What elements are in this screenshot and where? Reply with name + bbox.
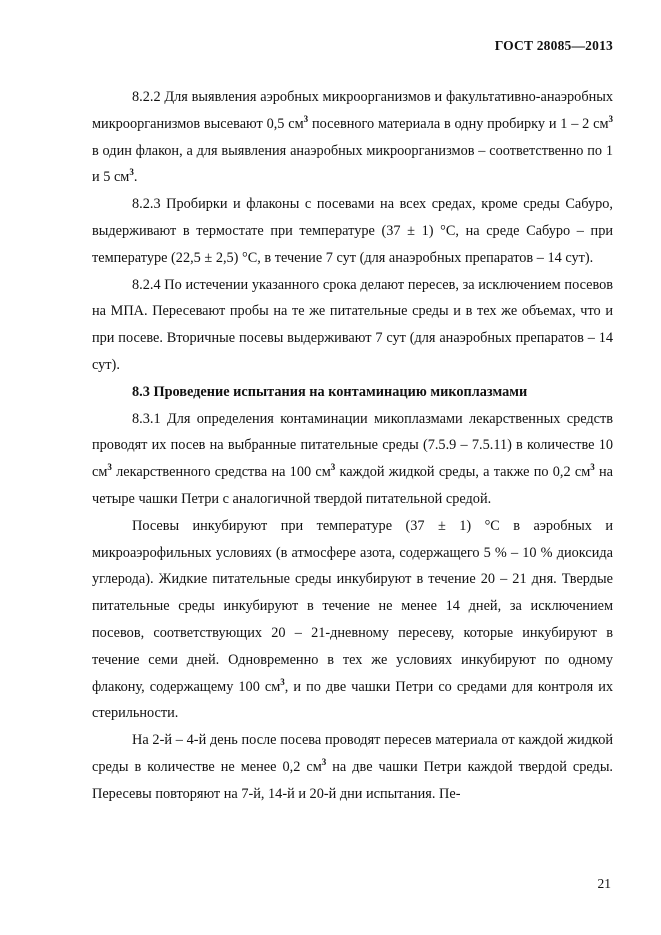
superscript-exponent: 3 xyxy=(590,462,595,473)
superscript-exponent: 3 xyxy=(280,676,285,687)
superscript-exponent: 3 xyxy=(608,114,614,125)
paragraph-text: , и по две чашки Петри со средами для контроля их стерильности. xyxy=(92,678,613,722)
paragraph-text: каждой жидкой среды, а также по 0,2 см xyxy=(335,464,591,481)
paragraph-text: 8.2.2 Для выявления аэробных микроорганизмов и факультативно-анаэробных микроорганизмов высевают 0,5 см xyxy=(92,89,613,132)
paragraph-text: на две чашки Петри каждой твердой среды. Пересевы повторяют на 7-й, 14-й и 20-й дни испытания. Пе- xyxy=(92,758,613,802)
superscript-exponent: 3 xyxy=(303,114,309,125)
superscript-exponent: 3 xyxy=(330,462,336,473)
paragraph-text: в один флакон, а для выявления анаэробных микроорганизмов – соответственно по 1 и 5 см xyxy=(92,142,613,186)
paragraph-text: 8.2.4 По истечении указанного срока делают пересев, за исключением посевов на МПА. Пересевают пробы на те же питательные среды и в тех же объемах, что и при посеве. Вторичные посевы выдерживают 7 сут (для анаэробных препаратов – 14 сут). xyxy=(92,276,613,373)
paragraph-text: . xyxy=(133,169,138,186)
paragraph xyxy=(92,84,613,191)
superscript-exponent: 3 xyxy=(107,462,112,473)
superscript-exponent: 3 xyxy=(321,757,327,768)
paragraph xyxy=(92,191,613,271)
paragraph-text: На 2-й – 4-й день после посева проводят пересев материала от каждой жидкой среды в количестве не менее 0,2 см xyxy=(92,732,613,775)
paragraph-text: Посевы инкубируют при температуре (37 ± 1) °С в аэробных и микроаэрофильных условиях (в атмосфере азота, содержащего 5 % – 10 % диоксида углерода). Жидкие питательные среды инкубируют в течение 20 – 21 дня. Твердые питательные среды инкубируют в течение не менее 14 дней, за исключением посевов, соответствующих 20 – 21-дневному пересеву, которые инкубируют в течение семи дней. Одновременно в тех же условиях инкубируют по одному флакону, содержащему 100 см xyxy=(92,517,613,695)
document-body xyxy=(92,84,613,808)
paragraph-text: лекарственного средства на 100 см xyxy=(111,464,331,481)
paragraph xyxy=(92,513,613,727)
paragraph xyxy=(92,272,613,379)
section-heading xyxy=(92,379,613,406)
superscript-exponent: 3 xyxy=(129,167,134,178)
page-number: 21 xyxy=(597,876,611,891)
paragraph-text: 8.2.3 Пробирки и флаконы с посевами на всех средах, кроме среды Сабуро, выдерживают в термостате при температуре (37 ± 1) °С, на среде Сабуро – при температуре (22,5 ± 2,5) °С, в течение 7 сут (для анаэробных препаратов – 14 сут). xyxy=(92,196,613,266)
document-code-header: ГОСТ 28085—2013 xyxy=(494,38,613,53)
paragraph xyxy=(92,406,613,513)
paragraph-text: на четыре чашки Петри с аналогичной твердой питательной средой. xyxy=(92,464,613,507)
paragraph-text: посевного материала в одну пробирку и 1 – 2 см xyxy=(308,115,609,132)
paragraph xyxy=(92,727,613,807)
paragraph-text: 8.3 Проведение испытания на контаминацию микоплазмами xyxy=(132,383,528,400)
paragraph-text: 8.3.1 Для определения контаминации микоплазмами лекарственных средств проводят их посев на выбранные питательные среды (7.5.9 – 7.5.11) в количестве 10 см xyxy=(92,410,613,481)
